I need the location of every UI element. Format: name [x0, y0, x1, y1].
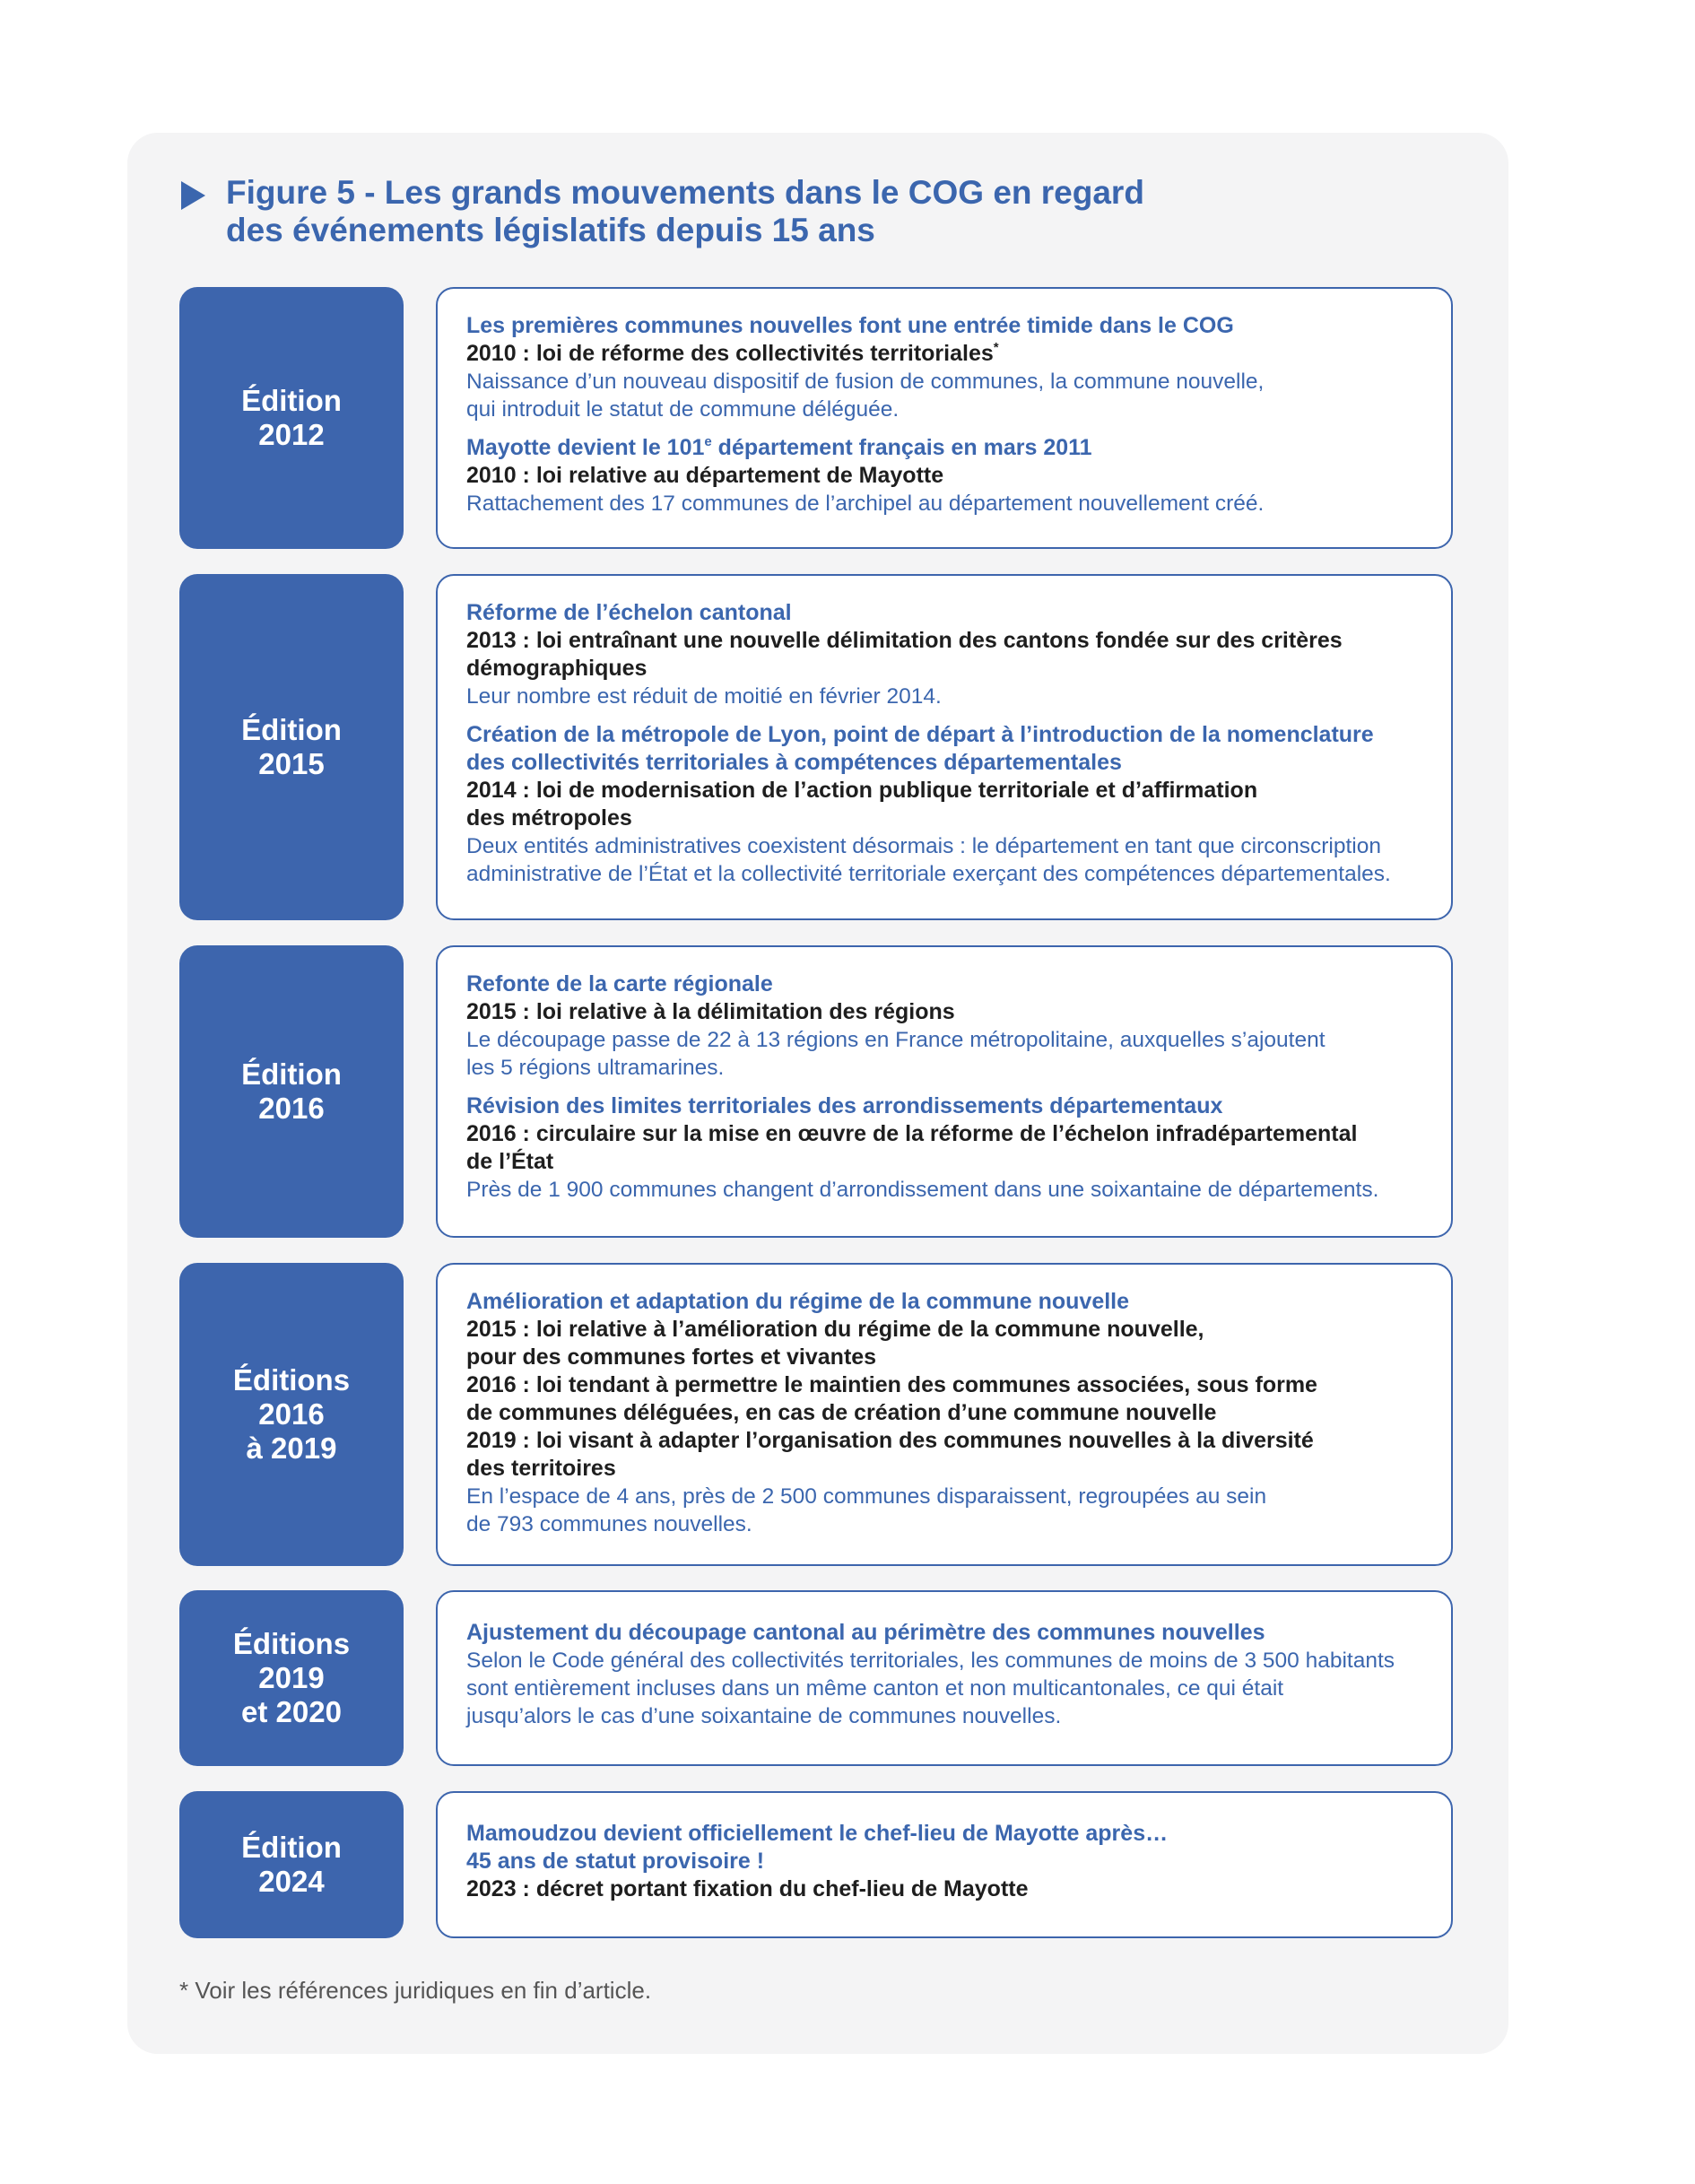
timeline-row-2016-2019 [179, 1263, 1455, 1566]
event-box [436, 1791, 1453, 1938]
event-heading: Ajustement du découpage cantonal au périmètre des communes nouvelles [466, 1620, 1265, 1645]
event-box [436, 1590, 1453, 1766]
edition-label: Édition 2015 [179, 574, 404, 920]
event-heading: Refonte de la carte régionale [466, 971, 773, 996]
event-description: Rattachement des 17 communes de l’archipel au département nouvellement créé. [466, 492, 1265, 516]
law-reference: 2015 : loi relative à la délimitation des régions [466, 999, 955, 1024]
law-reference: 2016 : circulaire sur la mise en œuvre de la réforme de l’échelon infradépartemental de l’État [466, 1121, 1358, 1174]
figure-title-text: Figure 5 - Les grands mouvements dans le COG en regard des événements législatifs depuis 15 ans [226, 174, 1144, 248]
event-heading: Les premières communes nouvelles font une entrée timide dans le COG [466, 313, 1234, 338]
event-description: Deux entités administratives coexistent désormais : le département en tant que circonscription administrative de l’État et la collectivité territoriale exerçant des compétences départementales. [466, 834, 1391, 886]
event-heading: Révision des limites territoriales des arrondissements départementaux [466, 1093, 1223, 1118]
timeline-row-2024 [179, 1791, 1455, 1938]
event-heading: Amélioration et adaptation du régime de la commune nouvelle [466, 1289, 1130, 1314]
law-reference: 2010 : loi de réforme des collectivités territoriales* [466, 340, 999, 366]
event-description: Près de 1 900 communes changent d’arrondissement dans une soixantaine de départements. [466, 1178, 1379, 1202]
timeline-row-2015 [179, 574, 1455, 920]
footnote: * Voir les références juridiques en fin d’article. [179, 1977, 652, 2004]
triangle-bullet-icon [181, 181, 205, 210]
law-reference: 2010 : loi relative au département de Mayotte [466, 463, 944, 488]
law-reference: 2013 : loi entraînant une nouvelle délimitation des cantons fondée sur des critères démographiques [466, 628, 1343, 681]
event-box [436, 945, 1453, 1238]
law-reference: 2014 : loi de modernisation de l’action publique territoriale et d’affirmation des métropoles [466, 778, 1258, 831]
event-box [436, 287, 1453, 549]
edition-label: Édition 2016 [179, 945, 404, 1238]
event-description: Naissance d’un nouveau dispositif de fusion de communes, la commune nouvelle, qui introduit le statut de commune déléguée. [466, 370, 1265, 422]
law-reference: 2023 : décret portant fixation du chef-lieu de Mayotte [466, 1876, 1029, 1901]
event-box [436, 1263, 1453, 1566]
law-reference: 2015 : loi relative à l’amélioration du régime de la commune nouvelle, pour des communes fortes et vivantes 2016 : loi tendant à permettre le maintien des communes associées, sous forme de communes déléguées, en cas de création d’une commune nouvelle 2019 : loi visant à adapter l’organisation des communes nouvelles à la diversité des territoires [466, 1317, 1317, 1481]
event-description: Leur nombre est réduit de moitié en février 2014. [466, 684, 942, 709]
event-heading: Mamoudzou devient officiellement le chef-lieu de Mayotte après… 45 ans de statut provisoire ! [466, 1821, 1169, 1874]
timeline-row-2016 [179, 945, 1455, 1238]
edition-label: Éditions 2016 à 2019 [179, 1263, 404, 1566]
timeline-row-2012 [179, 287, 1455, 549]
event-description: Le découpage passe de 22 à 13 régions en France métropolitaine, auxquelles s’ajoutent les 5 régions ultramarines. [466, 1028, 1326, 1080]
event-heading: Mayotte devient le 101e département français en mars 2011 [466, 434, 1092, 460]
edition-label: Éditions 2019 et 2020 [179, 1590, 404, 1766]
event-description: En l’espace de 4 ans, près de 2 500 communes disparaissent, regroupées au sein de 793 communes nouvelles. [466, 1484, 1267, 1536]
timeline-row-2019-2020 [179, 1590, 1455, 1766]
event-description: Selon le Code général des collectivités territoriales, les communes de moins de 3 500 habitants sont entièrement incluses dans un même canton et non multicantonales, ce qui était jusqu’alors le cas d’une soixantaine de communes nouvelles. [466, 1649, 1395, 1728]
event-heading: Création de la métropole de Lyon, point de départ à l’introduction de la nomenclature des collectivités territoriales à compétences départementales [466, 722, 1374, 775]
event-heading: Réforme de l’échelon cantonal [466, 600, 792, 625]
figure-panel [127, 133, 1508, 2054]
edition-label: Édition 2012 [179, 287, 404, 549]
edition-label: Édition 2024 [179, 1791, 404, 1938]
event-box [436, 574, 1453, 920]
